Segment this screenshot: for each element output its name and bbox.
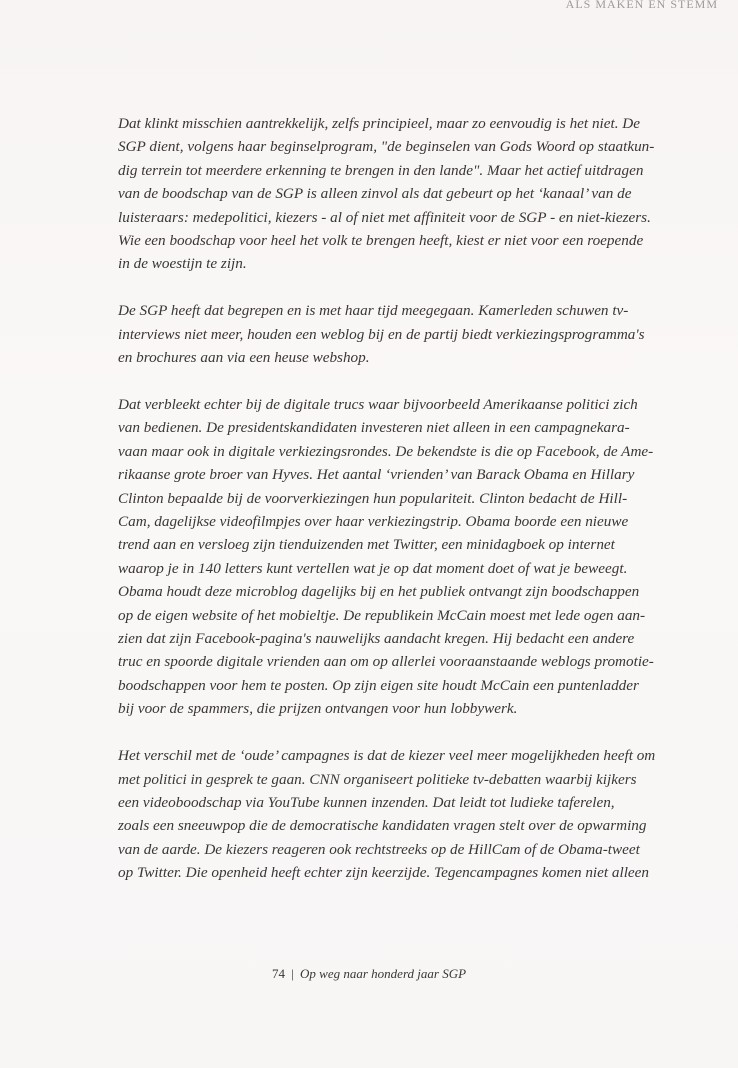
text-line: Dat klinkt misschien aantrekkelijk, zelfs principieel, maar zo eenvoudig is het niet. De: [118, 115, 641, 132]
text-line: trend aan en versloeg zijn tienduizenden met Twitter, een minidagboek op internet: [118, 536, 615, 554]
paragraph: [118, 299, 708, 369]
text-line: op de eigen website of het mobieltje. De republikein McCain moest met lede ogen aan-: [118, 606, 646, 624]
paragraph: [118, 744, 708, 884]
text-line: van de boodschap van de SGP is alleen zinvol als dat gebeurt op het ‘kanaal’ van de: [118, 185, 632, 203]
page-footer: [0, 966, 738, 982]
text-line: truc en spoorde digitale vrienden aan om op allerlei vooraanstaande weblogs promotie-: [118, 653, 654, 671]
text-line: met politici in gesprek te gaan. CNN organiseert politieke tv-debatten waarbij kijkers: [118, 770, 637, 788]
page-number: 74: [271, 966, 285, 981]
text-line: Cam, dagelijkse videofilmpjes over haar verkiezingstrip. Obama boorde een nieuwe: [118, 513, 629, 531]
text-line: interviews niet meer, houden een weblog bij en de partij biedt verkiezingsprogramma's: [118, 325, 645, 343]
text-line: luisteraars: medepolitici, kiezers - al of niet met affiniteit voor de SGP - en niet-kiezers.: [118, 208, 651, 226]
text-line: waarop je in 140 letters kunt vertellen wat je op dat moment doet of wat je beweegt.: [118, 559, 628, 577]
text-line: vaan maar ook in digitale verkiezingsrondes. De bekendste is die op Facebook, de Ame-: [118, 442, 654, 460]
paragraph: [118, 393, 708, 720]
paragraph: [118, 112, 708, 276]
text-line: De SGP heeft dat begrepen en is met haar tijd meegegaan. Kamerleden schuwen tv-: [118, 302, 629, 320]
text-line: Clinton bepaalde bij de voorverkiezingen hun populariteit. Clinton bedacht de Hill-: [118, 489, 628, 507]
previous-page-bleed-text: ALS MAKEN EN STEMM: [565, 0, 718, 8]
text-line: Het verschil met de ‘oude’ campagnes is dat de kiezer veel meer mogelijkheden heeft om: [118, 747, 656, 765]
text-line: op Twitter. Die openheid heeft echter zijn keerzijde. Tegencampagnes komen niet alleen: [118, 864, 650, 882]
text-line: Dat verbleekt echter bij de digitale trucs waar bijvoorbeeld Amerikaanse politici zich: [118, 396, 638, 414]
body-text: [118, 112, 708, 908]
text-line: Wie een boodschap voor heel het volk te brengen heeft, kiest er niet voor een roepende: [118, 231, 644, 249]
text-line: van de aarde. De kiezers reageren ook rechtstreeks op de HillCam of de Obama-tweet: [118, 840, 640, 858]
text-line: rikaanse grote broer van Hyves. Het aantal ‘vrienden’ van Barack Obama en Hillary: [118, 466, 635, 484]
text-line: en brochures aan via een heuse webshop.: [118, 349, 370, 367]
running-book-title: Op weg naar honderd jaar SGP: [300, 966, 467, 981]
text-line: bij voor de spammers, die prijzen ontvangen voor hun lobbywerk.: [118, 700, 518, 718]
text-line: zoals een sneeuwpop die de democratische kandidaten vragen stelt over de opwarming: [118, 817, 647, 835]
text-line: een videoboodschap via YouTube kunnen inzenden. Dat leidt tot ludieke taferelen,: [118, 793, 615, 811]
text-line: dig terrein tot meerdere erkenning te brengen in den lande". Maar het actief uitdragen: [118, 161, 644, 179]
text-line: in de woestijn te zijn.: [118, 255, 247, 273]
text-line: van bedienen. De presidentskandidaten investeren niet alleen in een campagnekara-: [118, 419, 630, 437]
text-line: SGP dient, volgens haar beginselprogram, "de beginselen van Gods Woord op staatkun-: [118, 138, 655, 156]
text-line: boodschappen voor hem te posten. Op zijn eigen site houdt McCain een puntenladder: [118, 676, 639, 694]
footer-separator: |: [291, 966, 294, 981]
text-line: Obama houdt deze microblog dagelijks bij en het publiek ontvangt zijn boodschappen: [118, 583, 640, 601]
text-line: zien dat zijn Facebook-pagina's nauwelijks aandacht kregen. Hij bedacht een andere: [118, 630, 635, 647]
